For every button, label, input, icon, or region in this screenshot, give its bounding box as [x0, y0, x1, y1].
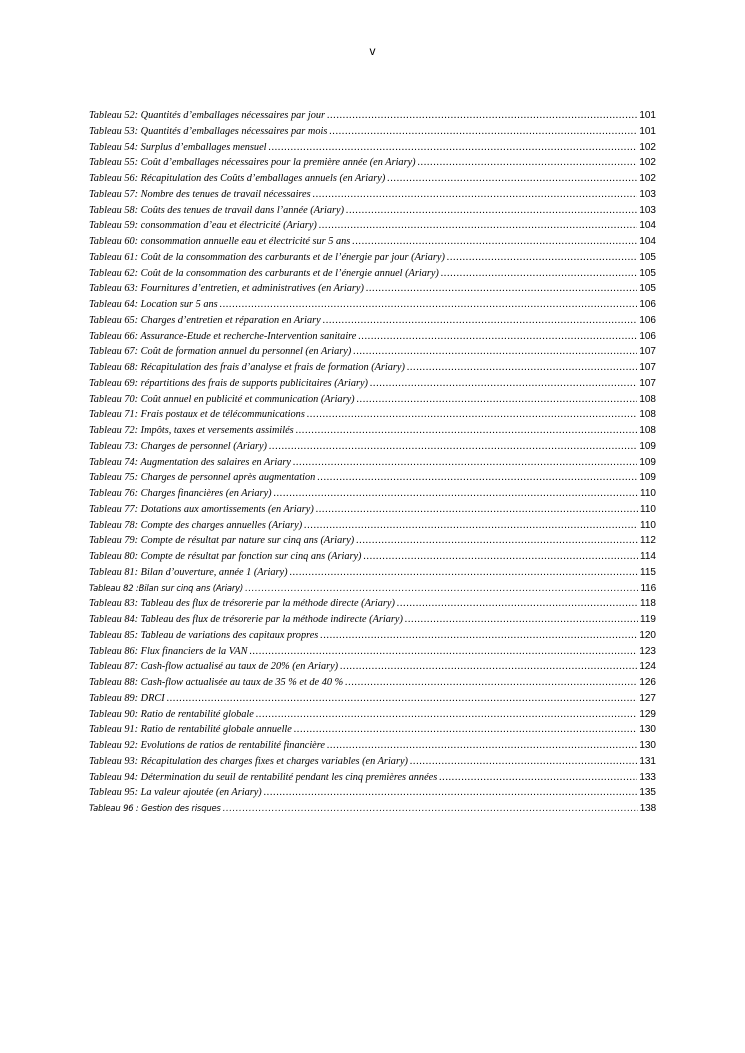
toc-entry-page-number: 104: [639, 236, 656, 247]
dot-leader: [346, 203, 637, 219]
toc-entry-title: Tableau 52: Quantités d’emballages nécessaires par jour: [89, 110, 326, 121]
toc-entry[interactable]: [89, 439, 656, 455]
toc-entry[interactable]: [89, 423, 656, 439]
toc-entry-title: Tableau 88: Cash-flow actualisée au taux de 35 % et de 40 %: [89, 677, 344, 688]
toc-entry[interactable]: [89, 785, 656, 801]
toc-entry-title: Tableau 82 :Bilan sur cinq ans (Ariary): [89, 582, 244, 593]
toc-entry-title: Tableau 71: Frais postaux et de télécommunications: [89, 409, 305, 421]
toc-entry-page-number: 126: [639, 677, 656, 688]
toc-entry-page-number: 127: [639, 692, 656, 704]
toc-entry[interactable]: [89, 234, 656, 250]
toc-entry-page-number: 138: [639, 803, 656, 814]
toc-entry-page-number: 107: [639, 346, 656, 358]
toc-entry[interactable]: [89, 455, 656, 471]
toc-entry-page-number: 105: [639, 251, 656, 263]
dot-leader: [323, 313, 638, 329]
toc-entry[interactable]: [89, 502, 656, 518]
toc-entry[interactable]: [89, 171, 656, 187]
toc-entry[interactable]: [89, 565, 656, 581]
toc-entry[interactable]: [89, 738, 656, 754]
toc-entry-title: Tableau 91: Ratio de rentabilité globale annuelle: [89, 724, 292, 736]
toc-entry-title: Tableau 55: Coût d’emballages nécessaires pour la première année (en Ariary): [89, 157, 416, 169]
dot-leader: [407, 360, 637, 376]
toc-entry-page-number: 105: [639, 267, 656, 279]
dot-leader: [269, 439, 637, 455]
toc-entry-page-number: 123: [639, 645, 656, 657]
toc-entry-page-number: 108: [639, 393, 656, 405]
toc-entry-title: Tableau 61: Coût de la consommation des carburants et de l’énergie par jour (Ariary): [89, 251, 445, 263]
toc-entry[interactable]: [89, 801, 656, 817]
toc-entry-page-number: 131: [639, 755, 656, 767]
dot-leader: [441, 266, 637, 282]
page-number: v: [369, 44, 376, 58]
dot-leader: [264, 785, 638, 801]
dot-leader: [304, 518, 638, 534]
table-of-tables-list: [89, 108, 656, 817]
dot-leader: [307, 407, 637, 423]
toc-entry[interactable]: [89, 392, 656, 408]
dot-leader: [397, 596, 638, 612]
toc-entry-title: Tableau 83: Tableau des flux de trésorerie par la méthode directe (Ariary): [89, 598, 395, 610]
toc-entry-title: Tableau 79: Compte de résultat par nature sur cinq ans (Ariary): [89, 535, 355, 547]
toc-entry-page-number: 101: [639, 110, 656, 121]
dot-leader: [293, 455, 637, 471]
toc-entry-page-number: 108: [639, 425, 656, 436]
dot-leader: [167, 691, 638, 707]
toc-entry[interactable]: [89, 297, 656, 313]
dot-leader: [256, 707, 637, 723]
toc-entry-page-number: 130: [639, 740, 656, 751]
dot-leader: [357, 392, 638, 408]
toc-entry-title: Tableau 73: Charges de personnel (Ariary): [89, 440, 267, 452]
toc-entry[interactable]: [89, 313, 656, 329]
dot-leader: [220, 297, 638, 313]
toc-entry-title: Tableau 66: Assurance-Etude et recherche-Intervention sanitaire: [89, 330, 357, 342]
toc-entry-title: Tableau 57: Nombre des tenues de travail nécessaires: [89, 188, 311, 200]
toc-entry-title: Tableau 59: consommation d’eau et électricité (Ariary): [89, 220, 317, 232]
toc-entry[interactable]: [89, 250, 656, 266]
toc-entry-page-number: 109: [639, 472, 656, 484]
dot-leader: [269, 140, 638, 156]
toc-entry-page-number: 112: [640, 535, 656, 547]
dot-leader: [358, 329, 637, 345]
toc-entry-page-number: 109: [639, 456, 656, 468]
toc-entry[interactable]: [89, 628, 656, 644]
toc-entry[interactable]: [89, 612, 656, 628]
dot-leader: [439, 770, 637, 786]
dot-leader: [356, 533, 638, 549]
toc-entry-title: Tableau 67: Coût de formation annuel du personnel (en Ariary): [89, 346, 352, 358]
toc-entry-title: Tableau 94: Détermination du seuil de rentabilité pendant les cinq premières années: [89, 771, 438, 783]
toc-entry-title: Tableau 56: Récapitulation des Coûts d’emballages annuels (en Ariary): [89, 173, 386, 184]
toc-entry-title: Tableau 92: Evolutions de ratios de rentabilité financière: [89, 740, 325, 751]
toc-entry[interactable]: [89, 533, 656, 549]
toc-entry[interactable]: [89, 707, 656, 723]
toc-entry-title: Tableau 81: Bilan d’ouverture, année 1 (Ariary): [89, 566, 288, 578]
toc-entry[interactable]: [89, 770, 656, 786]
toc-entry[interactable]: [89, 675, 656, 691]
toc-entry-title: Tableau 54: Surplus d’emballages mensuel: [89, 141, 267, 153]
toc-entry-title: Tableau 78: Compte des charges annuelles (Ariary): [89, 519, 303, 531]
toc-entry-title: Tableau 60: consommation annuelle eau et électricité sur 5 ans: [89, 236, 351, 247]
toc-entry[interactable]: [89, 549, 656, 565]
dot-leader: [345, 675, 637, 691]
toc-entry-title: Tableau 74: Augmentation des salaires en Ariary: [89, 456, 291, 468]
dot-leader: [327, 108, 637, 124]
toc-entry-title: Tableau 90: Ratio de rentabilité globale: [89, 708, 254, 720]
toc-entry-title: Tableau 62: Coût de la consommation des carburants et de l’énergie annuel (Ariary): [89, 267, 439, 279]
toc-entry-page-number: 135: [639, 787, 656, 799]
toc-entry[interactable]: [89, 218, 656, 234]
toc-entry-page-number: 119: [640, 614, 656, 625]
toc-entry[interactable]: [89, 281, 656, 297]
toc-entry-title: Tableau 76: Charges financières (en Ariary): [89, 488, 272, 499]
toc-entry-page-number: 110: [640, 488, 656, 499]
toc-entry[interactable]: [89, 581, 656, 597]
toc-entry[interactable]: [89, 407, 656, 423]
toc-entry-title: Tableau 96 : Gestion des risques: [89, 803, 221, 813]
toc-entry-page-number: 105: [639, 283, 656, 295]
toc-entry-page-number: 118: [640, 598, 656, 610]
toc-entry[interactable]: [89, 486, 656, 502]
toc-entry-page-number: 108: [639, 409, 656, 421]
dot-leader: [319, 218, 637, 234]
toc-entry-page-number: 116: [640, 582, 656, 594]
toc-entry-page-number: 109: [639, 440, 656, 452]
toc-entry-title: Tableau 72: Impôts, taxes et versements assimilés: [89, 425, 294, 436]
toc-entry-page-number: 104: [639, 220, 656, 232]
toc-entry[interactable]: [89, 266, 656, 282]
toc-entry[interactable]: [89, 659, 656, 675]
toc-entry[interactable]: [89, 155, 656, 171]
dot-leader: [245, 581, 638, 597]
dot-leader: [290, 565, 638, 581]
toc-entry-page-number: 110: [640, 503, 656, 515]
dot-leader: [418, 155, 638, 171]
toc-entry-title: Tableau 65: Charges d’entretien et réparation en Ariary: [89, 314, 321, 326]
toc-entry-page-number: 106: [639, 299, 656, 310]
toc-entry[interactable]: [89, 691, 656, 707]
toc-entry-page-number: 110: [640, 519, 656, 531]
dot-leader: [410, 754, 637, 770]
toc-entry-page-number: 115: [640, 566, 656, 578]
toc-entry[interactable]: [89, 108, 656, 124]
toc-entry-page-number: 107: [639, 362, 656, 373]
dot-leader: [366, 281, 637, 297]
toc-entry-title: Tableau 68: Récapitulation des frais d’analyse et frais de formation (Ariary): [89, 362, 405, 373]
toc-entry-page-number: 102: [639, 173, 656, 184]
dot-leader: [353, 344, 637, 360]
toc-entry[interactable]: [89, 518, 656, 534]
toc-entry-page-number: 124: [639, 661, 656, 673]
toc-entry[interactable]: [89, 376, 656, 392]
dot-leader: [405, 612, 638, 628]
toc-entry-page-number: 114: [640, 551, 656, 562]
toc-entry-title: Tableau 75: Charges de personnel après augmentation: [89, 472, 316, 484]
toc-entry[interactable]: [89, 644, 656, 660]
toc-entry-page-number: 102: [639, 141, 656, 153]
toc-entry-page-number: 120: [639, 629, 656, 641]
dot-leader: [223, 801, 638, 817]
dot-leader: [352, 234, 637, 250]
toc-entry[interactable]: [89, 754, 656, 770]
toc-entry-page-number: 129: [639, 708, 656, 720]
toc-entry-page-number: 106: [639, 330, 656, 342]
dot-leader: [249, 644, 637, 660]
dot-leader: [387, 171, 637, 187]
dot-leader: [329, 124, 637, 140]
dot-leader: [317, 470, 637, 486]
dot-leader: [313, 187, 638, 203]
toc-entry-title: Tableau 63: Fournitures d’entretien, et administratives (en Ariary): [89, 283, 364, 295]
toc-entry-page-number: 101: [639, 125, 656, 137]
toc-entry-title: Tableau 77: Dotations aux amortissements (en Ariary): [89, 503, 314, 515]
toc-entry-title: Tableau 87: Cash-flow actualisé au taux de 20% (en Ariary): [89, 661, 339, 673]
toc-entry-title: Tableau 85: Tableau de variations des capitaux propres: [89, 629, 319, 641]
dot-leader: [340, 659, 637, 675]
toc-entry-title: Tableau 93: Récapitulation des charges fixes et charges variables (en Ariary): [89, 755, 408, 767]
toc-entry[interactable]: [89, 124, 656, 140]
toc-entry-title: Tableau 70: Coût annuel en publicité et communication (Ariary): [89, 393, 355, 405]
toc-entry[interactable]: [89, 722, 656, 738]
dot-leader: [447, 250, 637, 266]
dot-leader: [363, 549, 638, 565]
dot-leader: [274, 486, 638, 502]
toc-entry-page-number: 133: [639, 771, 656, 783]
dot-leader: [327, 738, 637, 754]
toc-entry-page-number: 106: [639, 314, 656, 326]
toc-entry-title: Tableau 64: Location sur 5 ans: [89, 299, 218, 310]
toc-entry-title: Tableau 95: La valeur ajoutée (en Ariary): [89, 787, 262, 799]
toc-entry[interactable]: [89, 596, 656, 612]
dot-leader: [296, 423, 638, 439]
toc-entry-page-number: 130: [639, 724, 656, 736]
toc-entry[interactable]: [89, 140, 656, 156]
toc-entry[interactable]: [89, 470, 656, 486]
toc-entry-page-number: 103: [639, 188, 656, 200]
dot-leader: [294, 722, 637, 738]
toc-entry[interactable]: [89, 329, 656, 345]
toc-entry-title: Tableau 53: Quantités d’emballages nécessaires par mois: [89, 125, 328, 137]
toc-entry-title: Tableau 69: répartitions des frais de supports publicitaires (Ariary): [89, 377, 368, 389]
dot-leader: [320, 628, 637, 644]
dot-leader: [370, 376, 637, 392]
toc-entry-title: Tableau 84: Tableau des flux de trésorerie par la méthode indirecte (Ariary): [89, 614, 403, 625]
toc-entry-page-number: 107: [639, 377, 656, 389]
toc-entry-title: Tableau 80: Compte de résultat par fonction sur cinq ans (Ariary): [89, 551, 362, 562]
toc-entry[interactable]: [89, 344, 656, 360]
toc-entry-title: Tableau 58: Coûts des tenues de travail dans l’année (Ariary): [89, 204, 345, 216]
toc-entry-title: Tableau 86: Flux financiers de la VAN: [89, 645, 248, 657]
toc-entry-title: Tableau 89: DRCI: [89, 692, 165, 704]
dot-leader: [316, 502, 638, 518]
toc-entry[interactable]: [89, 187, 656, 203]
toc-entry-page-number: 103: [639, 204, 656, 216]
toc-entry[interactable]: [89, 203, 656, 219]
toc-entry[interactable]: [89, 360, 656, 376]
toc-entry-page-number: 102: [639, 157, 656, 169]
